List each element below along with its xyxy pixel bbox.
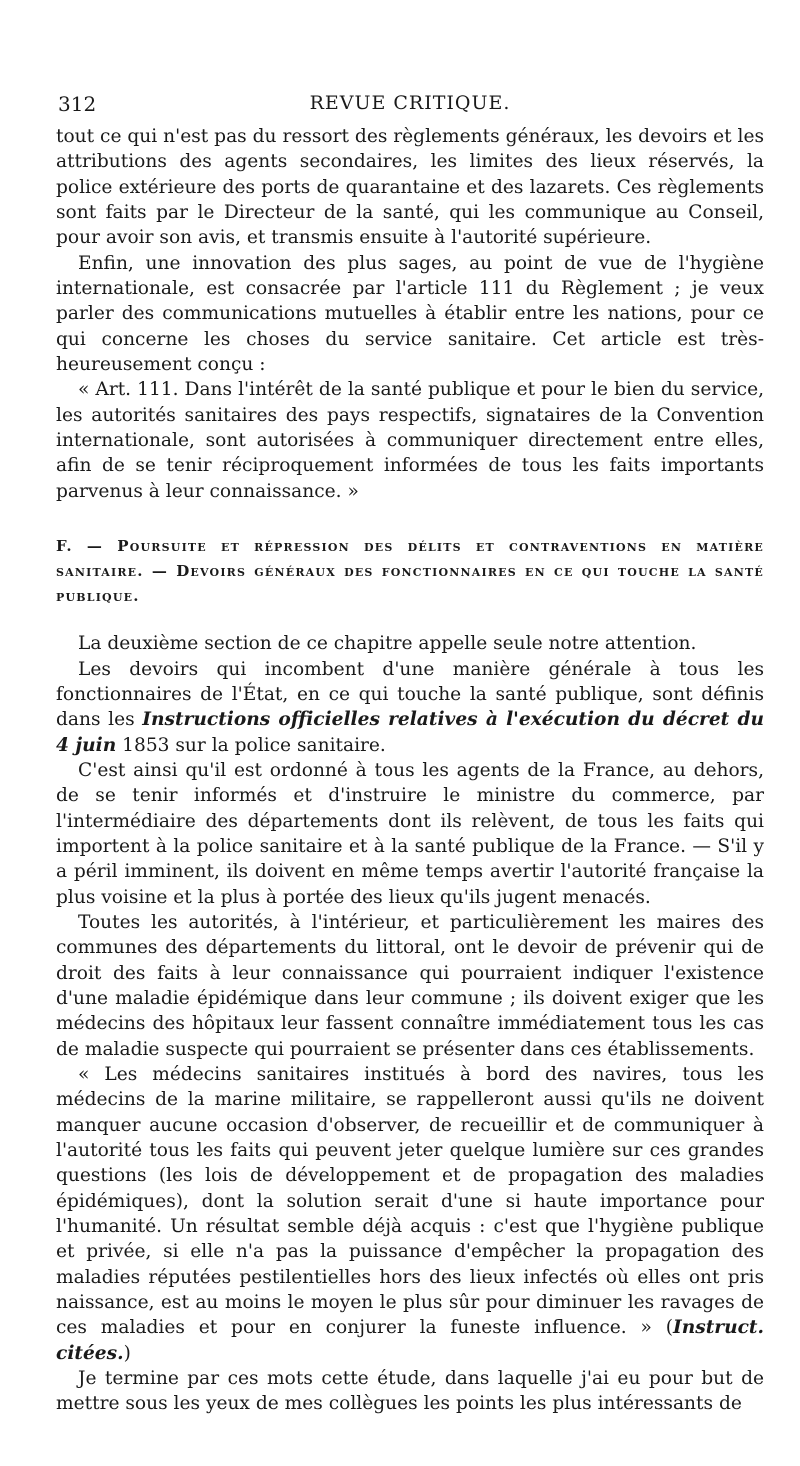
paragraph-8-quote — [56, 1062, 764, 1366]
page-number: 312 — [58, 92, 97, 116]
paragraph-1: tout ce qui n'est pas du ressort des règlements généraux, les devoirs et les attributions des agents secondaires, les limites des lieux réservés, la police extérieure des ports de quarantaine et des lazarets. Ces règlements sont faits par le Directeur de la santé, qui les communique au Conseil, pour avoir son avis, et transmis ensuite à l'autorité supérieure. — [56, 126, 764, 249]
paragraph-5 — [56, 657, 764, 758]
paragraph-7: Toutes les autorités, à l'intérieur, et particulièrement les maires des communes des départements du littoral, ont le devoir de prévenir qui de droit des faits à leur connaissance qui pourraient indiquer l'existence d'une maladie épidémique dans leur commune ; ils doivent exiger que les médecins des hôpitaux leur fassent connaître immédiatement tous les cas de maladie suspecte qui pourraient se présenter dans ces établissements. — [56, 911, 764, 1060]
section-heading: F. — Poursuite et répression des délits et contraventions en matière sanitaire. — Devoirs généraux des fonctionnaires en ce qui touche la santé publique. — [56, 537, 764, 606]
paragraph-9: Je termine par ces mots cette étude, dans laquelle j'ai eu pour but de mettre sous les yeux de mes collègues les points les plus intéressants de — [56, 1368, 764, 1415]
paragraph-5-text: Les devoirs qui incombent d'une manière générale à tous les fonctionnaires de l'État, en ce qui touche la santé publique, sont définis dans les — [56, 658, 764, 731]
paragraph-8-citation: Instruct. citées. — [56, 1317, 764, 1364]
paragraph-8-end: ) — [123, 1342, 131, 1364]
body-text — [56, 124, 764, 1417]
page-header — [58, 92, 762, 120]
paragraph-8-text: « Les médecins sanitaires institués à bord des navires, tous les médecins de la marine militaire, se rappelleront aussi qu'ils ne doivent manquer aucune occasion d'observer, de recueillir et de communiquer à l'autorité tous les faits qui peuvent jeter quelque lumière sur ces grandes questions (les lois de développement et de propagation des maladies épidémiques), dont la solution serait d'une si haute importance pour l'humanité. Un résultat semble déjà acquis : c'est que l'hygiène publique et privée, si elle n'a pas la puissance d'empêcher la propagation des maladies réputées pestilentielles hors des lieux infectés où elles ont pris naissance, est au moins le moyen le plus sûr pour diminuer les ravages de ces maladies et pour en conjurer la funeste influence. » ( — [56, 1064, 764, 1339]
running-title: REVUE CRITIQUE. — [309, 92, 511, 114]
paragraph-3-quote: « Art. 111. Dans l'intérêt de la santé publique et pour le bien du service, les autorités sanitaires des pays respectifs, signataires de la Convention internationale, sont autorisées à communiquer directement entre elles, afin de se tenir réciproquement informées de tous les faits importants parvenus à leur connaissance. » — [56, 379, 764, 502]
paragraph-6: C'est ainsi qu'il est ordonné à tous les agents de la France, au dehors, de se tenir informés et d'instruire le ministre du commerce, par l'intermédiaire des départements dont ils relèvent, de tous les faits qui importent à la police sanitaire et à la santé publique de la France. — S'il y a péril imminent, ils doivent en même temps avertir l'autorité française la plus voisine et la plus à portée des lieux qu'ils jugent menacés. — [56, 759, 764, 908]
paragraph-4: La deuxième section de ce chapitre appelle seule notre attention. — [78, 633, 697, 655]
paragraph-5-italic: Instructions officielles relatives à l'exécution du décret du 4 juin — [56, 709, 764, 756]
paragraph-5-end: 1853 sur la police sanitaire. — [116, 734, 386, 756]
paragraph-2: Enfin, une innovation des plus sages, au point de vue de l'hygiène internationale, est consacrée par l'article 111 du Règlement ; je veux parler des communications mutuelles à établir entre les nations, pour ce qui concerne les choses du service sanitaire. Cet article est très-heureusement conçu : — [56, 252, 764, 376]
